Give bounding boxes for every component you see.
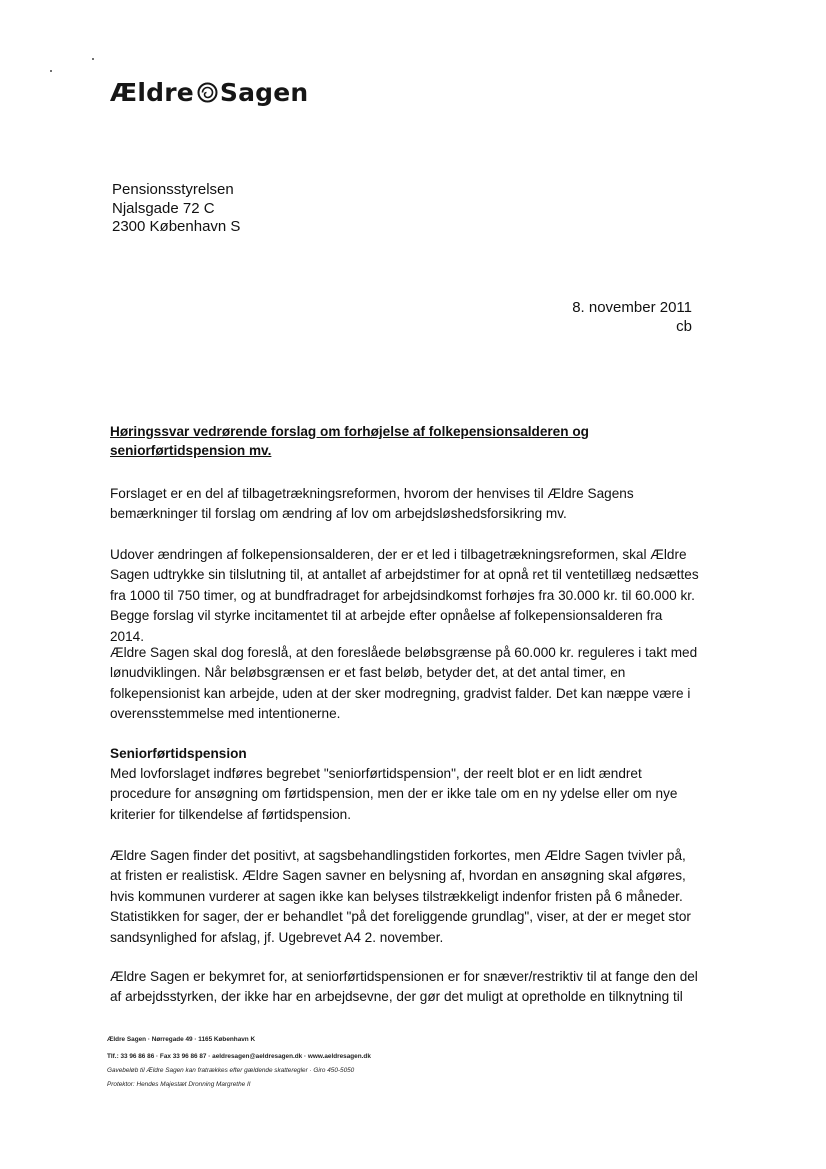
logo-text-left: Ældre xyxy=(110,78,194,107)
footer-protector: Protektor: Hendes Majestæt Dronning Margrethe II xyxy=(107,1081,251,1088)
footer-donation: Gavebeløb til Ældre Sagen kan fratrækkes efter gældende skatteregler · Giro 450-5050 xyxy=(107,1067,355,1074)
paragraph: Ældre Sagen er bekymret for, at seniorførtidspensionen er for snæver/restriktiv til at fange den del af arbejdsstyrken, der ikke har en arbejdsevne, der gør det muligt at opretholde en tilknytning til xyxy=(110,969,698,1005)
recipient-street: Njalsgade 72 C xyxy=(112,199,215,217)
subject-heading: Høringssvar vedrørende forslag om forhøjelse af folkepensionsalderen og seniorførtidspension mv. xyxy=(110,424,589,458)
paragraph: Forslaget er en del af tilbagetrækningsreformen, hvorom der henvises til Ældre Sagens bemærkninger til forslag om ændring af lov om arbejdsløshedsforsikring mv. xyxy=(110,486,634,522)
date-block xyxy=(572,299,692,336)
footer-contact: Tlf.: 33 96 86 86 · Fax 33 96 86 87 · aeldresagen@aeldresagen.dk · www.aeldresagen.dk xyxy=(107,1053,371,1060)
footer-address: Ældre Sagen · Nørregade 49 · 1165 København K xyxy=(107,1036,256,1043)
recipient-city: 2300 København S xyxy=(112,218,241,235)
recipient-name: Pensionsstyrelsen xyxy=(112,181,234,198)
author-initials: cb xyxy=(676,317,692,335)
paragraph: Med lovforslaget indføres begrebet "seniorførtidspension", der reelt blot er en lidt ændret procedure for ansøgning om førtidspension, men der er ikke tale om en ny ydelse eller om nye kriterier for tilkendelse af førtidspension. xyxy=(110,766,678,822)
section-heading: Seniorførtidspension xyxy=(110,746,247,761)
letter-date: 8. november 2011 xyxy=(572,299,692,316)
logo-text-right: Sagen xyxy=(219,78,309,107)
organization-logo xyxy=(110,78,308,107)
spiral-logo-icon xyxy=(197,82,218,103)
paragraph: Ældre Sagen finder det positivt, at sagsbehandlingstiden forkortes, men Ældre Sagen tvivler på, at fristen er realistisk. Ældre Sagen savner en belysning af, hvordan en ansøgning skal afgøres, hvis kommunen vurderer at sagen ikke kan belyses tilstrækkeligt indenfor fristen på 6 måneder. Statistikken for sager, der er behandlet "på det foreliggende grundlag", viser, at der er meget stor sandsynlighed for afslag, jf. Ugebrevet A4 2. november. xyxy=(110,848,691,945)
scan-speck xyxy=(50,70,52,72)
recipient-address xyxy=(112,181,240,237)
paragraph: Ældre Sagen skal dog foreslå, at den foreslåede beløbsgrænse på 60.000 kr. reguleres i takt med lønudviklingen. Når beløbsgrænsen er et fast beløb, betyder det, at det antal timer, en folkepensionist kan arbejde, uden at der sker modregning, gradvist falder. Det kan næppe være i overensstemmelse med intentionerne. xyxy=(110,645,698,722)
scan-speck xyxy=(92,58,94,60)
paragraph: Udover ændringen af folkepensionsalderen, der er et led i tilbagetrækningsreformen, skal Ældre Sagen udtrykke sin tilslutning til, at antallet af arbejdstimer for at opnå ret til ventetillæg nedsættes fra 1000 til 750 timer, og at bundfradraget for arbejdsindkomst forhøjes fra 30.000 kr. til 60.000 kr. Begge forslag vil styrke incitamentet til at arbejde efter opnåelse af folkepensionsalderen fra 2014. xyxy=(110,547,699,644)
